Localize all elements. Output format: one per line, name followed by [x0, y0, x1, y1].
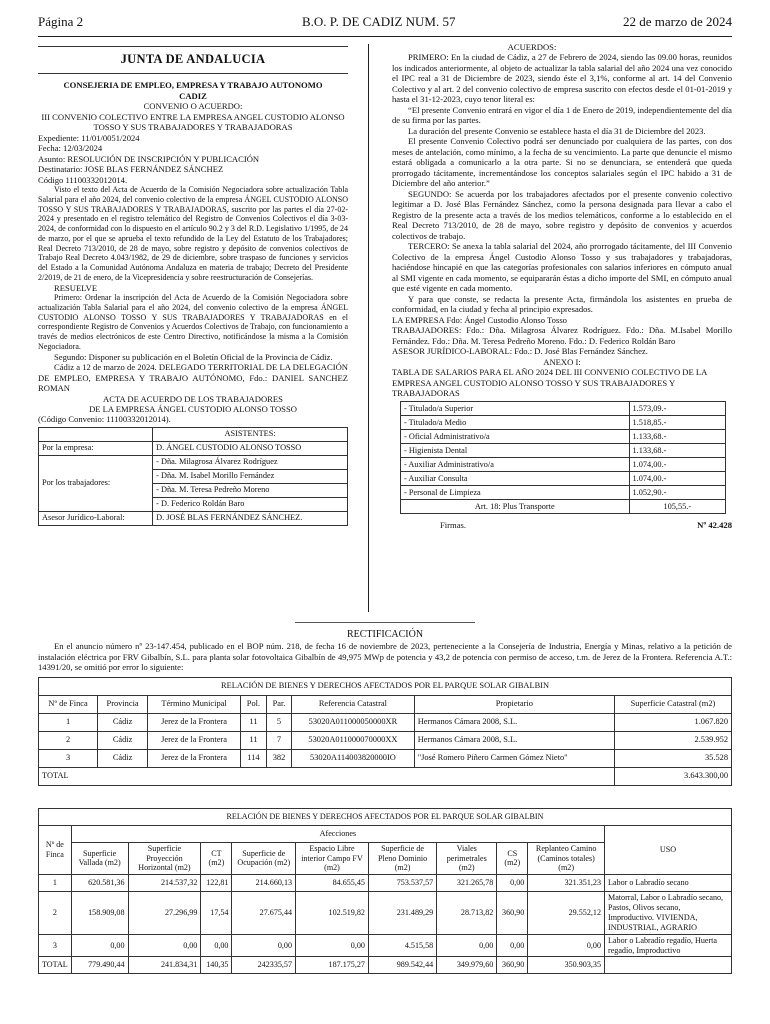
destinatario: Destinatario: JOSE BLAS FERNÁNDEZ SÁNCHEZ — [38, 164, 224, 175]
attendees-table — [38, 427, 348, 526]
separator — [295, 622, 475, 623]
salary-category: - Auxiliar Administrativo/a — [401, 458, 630, 472]
table-cell: 360,90 — [497, 957, 528, 974]
worker: - D. Federico Roldán Baro — [153, 497, 348, 511]
company-rep: D. ÁNGEL CUSTODIO ALONSO TOSSO — [153, 441, 348, 455]
column-header: CT (m2) — [201, 842, 232, 875]
table-cell: 241.834,31 — [128, 957, 201, 974]
conste: Y para que conste, se redacta la presente Acta, firmándola los asistentes en prueba de conformidad, en la ciudad y fecha al principio expresados. — [392, 293, 732, 315]
salary-category: - Oficial Administrativo/a — [401, 430, 630, 444]
table-cell: 27.675,44 — [232, 892, 296, 934]
table-cell: 29.552,12 — [528, 892, 605, 934]
bulletin-title: B.O. P. DE CADIZ NUM. 57 — [302, 14, 456, 29]
salary-table-title: TABLA DE SALARIOS PARA EL AÑO 2024 DEL III CONVENIO COLECTIVO DE LA EMPRESA ANGEL CUSTODIO ALONSO TOSSO Y SUS TRABAJADORES Y TRABAJADORAS — [392, 367, 707, 398]
table-cell: 53020A114003820000IO — [292, 749, 415, 767]
table-cell: 0,00 — [128, 934, 201, 957]
table-cell: 0,00 — [497, 875, 528, 892]
table-cell: Jerez de la Frontera — [148, 731, 241, 749]
column-header: Superficie de Ocupación (m2) — [232, 842, 296, 875]
salary-row — [401, 444, 726, 458]
table-cell: 753.537,57 — [368, 875, 436, 892]
table-cell: 0,00 — [437, 934, 497, 957]
table-row — [39, 749, 732, 767]
table-row — [39, 892, 732, 934]
table-cell: 321.265,78 — [437, 875, 497, 892]
paragraph-primero: Primero: Ordenar la inscripción del Acta de Acuerdo de la Comisión Negociadora sobre actualización Tabla Salarial para el año 2024, del convenio colectivo de la empresa ÁNGEL CUSTODIO ALONSO TOSSO Y SUS TRABAJADORES Y TRABAJADORAS en el correspondiente Registro de Convenios y Acuerdos Colectivos de Trabajo, con funcionamiento a través de medios electrónicos de este Centro Directivo, notificándose la misma a la Comisión Negociadora. — [38, 293, 348, 351]
right-column — [392, 42, 732, 536]
page-number: Página 2 — [38, 14, 84, 29]
salary-value: 105,55.- — [629, 500, 725, 514]
table-cell: 620.581,36 — [71, 875, 128, 892]
column-header: Superficie Catastral (m2) — [614, 695, 731, 713]
salary-category: - Titulado/a Medio — [401, 416, 630, 430]
table-cell: 242335,57 — [232, 957, 296, 974]
table-cell: 3 — [39, 934, 72, 957]
table-cell: 140,35 — [201, 957, 232, 974]
denuncia: El presente Convenio Colectivo podrá ser denunciado por cualquiera de las partes, con dos meses de antelación, como mínimo, a la fecha de su vencimiento. La parte que denuncie el mismo estará obligada a comunicarlo a la otra parte. Si no se denunciara, se entenderá que queda prorrogado tácitamente, incrementándose los conceptos salariales según el IPC habido a 31 de Diciembre del año anterior.” — [392, 136, 732, 189]
table-cell: 0,00 — [71, 934, 128, 957]
column-header: Término Municipal — [148, 695, 241, 713]
column-header: CS (m2) — [497, 842, 528, 875]
table-cell: 114 — [240, 749, 266, 767]
finca-header: Nº de Finca — [39, 825, 72, 875]
salary-row — [401, 402, 726, 416]
table-cell: Matorral, Labor o Labradío secano, Pastos, Olivos secano, Improductivo. VIVIENDA, INDUSTRIAL, AGRARIO — [605, 892, 732, 934]
table-cell: 11 — [240, 713, 266, 731]
table-cell: 187.175,27 — [296, 957, 369, 974]
workers-signature: TRABAJADORES: Fdo.: Dña. Milagrosa Álvarez Rodríguez. Fdo.: Dña. M.Isabel Morillo Fernández. Fdo.: Dña. M. Teresa Pedreño Moreno. Fdo.: D. Federico Roldán Baro — [392, 325, 732, 346]
bulletin-date: 22 de marzo de 2024 — [622, 14, 732, 29]
table-cell: 5 — [266, 713, 291, 731]
salary-row — [401, 500, 726, 514]
table-cell: 2 — [39, 892, 72, 934]
table-cell: 989.542,44 — [368, 957, 436, 974]
salary-category: - Higienista Dental — [401, 444, 630, 458]
properties-table-title: RELACIÓN DE BIENES Y DERECHOS AFECTADOS POR EL PARQUE SOLAR GIBALBIN — [39, 677, 732, 695]
paragraph-visto: Visto el texto del Acta de Acuerdo de la Comisión Negociadora sobre actualización Tabla Salarial para el año 2024, del convenio colectivo de la empresa ÁNGEL CUSTODIO ALONSO TOSSO Y SUS TRABAJADORES Y TRABAJADORAS, suscrito por las partes el día 27-02-2024 y presentado en el registro telemático del Registro de Convenios Colectivos el día 3-03-2024, de conformidad con lo dispuesto en el artículo 90.2 y 3 del R.D. Legislativo 1/1995, de 24 de marzo, por el que se aprueba el texto refundido de la Ley del Estatuto de los Trabajadores; Real Decreto 713/2010, de 28 de mayo, sobre registro y depósito de convenios colectivos de Trabajo Real Decreto 4.043/1982, de 29 de diciembre, sobre traspaso de funciones y servicios del Estado a la Comunidad Autónoma Andaluza en materia de trabajo; Decreto del Presidente 2/2019, de 21 de enero, de la Vicepresidencia y sobre reestructuración de Consejerías. — [38, 185, 348, 282]
column-header: Superficie Vallada (m2) — [71, 842, 128, 875]
table-cell: 53020A011000070000XX — [292, 731, 415, 749]
company-label: Por la empresa: — [39, 441, 153, 455]
table-cell: 779.490,44 — [71, 957, 128, 974]
table-cell: 102.519,82 — [296, 892, 369, 934]
advisor: D. JOSÉ BLAS FERNÁNDEZ SÁNCHEZ. — [153, 511, 348, 525]
attendees-title: ASISTENTES: — [153, 427, 348, 441]
salary-value: 1.573,09.- — [629, 402, 725, 416]
column-header: Nº de Finca — [39, 695, 98, 713]
salary-value: 1.052,90.- — [629, 486, 725, 500]
table-cell: 214.537,32 — [128, 875, 201, 892]
rectification-title: RECTIFICACIÓN — [346, 629, 424, 640]
table-cell — [605, 957, 732, 974]
column-header: Pol. — [240, 695, 266, 713]
column-divider — [368, 44, 369, 612]
salary-table — [400, 401, 726, 514]
workers-label: Por los trabajadores: — [39, 455, 153, 511]
duracion: La duración del presente Convenio se establece hasta el día 31 de Diciembre del 2023. — [408, 125, 706, 136]
paragraph-segundo: Segundo: Disponer su publicación en el Boletín Oficial de la Provincia de Cádiz. — [54, 351, 333, 362]
column-header: Replanteo Camino (Caminos totales) (m2) — [528, 842, 605, 875]
column-header: Superficie Proyección Horizontal (m2) — [128, 842, 201, 875]
table-cell: Cádiz — [98, 749, 148, 767]
table-row — [39, 934, 732, 957]
table-cell: 360,90 — [497, 892, 528, 934]
quote: “El presente Convenio entrará en vigor el día 1 de Enero de 2019, independientemente del día de su firma por las partes. — [392, 104, 732, 126]
acta-subtitle: DE LA EMPRESA ÁNGEL CUSTODIO ALONSO TOSSO — [89, 404, 297, 414]
table-cell: 122,81 — [201, 875, 232, 892]
table-cell: Hermanos Cámara 2008, S.L. — [414, 713, 614, 731]
salary-category: - Personal de Limpieza — [401, 486, 630, 500]
salary-value: 1.074,00.- — [629, 472, 725, 486]
table-cell: TOTAL — [39, 957, 72, 974]
properties-table — [38, 677, 732, 786]
table-cell: 27.296,99 — [128, 892, 201, 934]
worker: - Dña. M. Isabel Morillo Fernández — [153, 469, 348, 483]
table-cell: 0,00 — [528, 934, 605, 957]
table-cell: 382 — [266, 749, 291, 767]
anexo-label: ANEXO I: — [543, 356, 581, 367]
table-cell: 53020A011000050000XR — [292, 713, 415, 731]
table-cell: 17,54 — [201, 892, 232, 934]
table-cell: 3 — [39, 749, 98, 767]
salary-row — [401, 472, 726, 486]
table-cell: 4.515,58 — [368, 934, 436, 957]
paragraph-segundo-right: SEGUNDO: Se acuerda por los trabajadores afectados por el presente convenio colectivo legitimar a D. José Blas Fernández Sánchez, como la persona designada para llevar a cabo el Registro de la presente acta a través de los medios telemáticos, conforme a lo establecido en el Real Decreto 713/2010, de 28 de mayo, sobre registro y depósito de convenios y acuerdos colectivos de trabajo. — [392, 188, 732, 241]
empresa-signature: LA EMPRESA Fdo: Ángel Custodio Alonso Tosso — [392, 314, 567, 325]
worker: - Dña. Milagrosa Álvarez Rodríguez — [153, 455, 348, 469]
advisor-label: Asesor Jurídico-Laboral: — [39, 511, 153, 525]
salary-category: Art. 18: Plus Transporte — [401, 500, 630, 514]
worker: - Dña. M. Teresa Pedreño Moreno — [153, 483, 348, 497]
salary-value: 1.074,00.- — [629, 458, 725, 472]
table-row — [39, 713, 732, 731]
affectations-table-title: RELACIÓN DE BIENES Y DERECHOS AFECTADOS POR EL PARQUE SOLAR GIBALBIN — [39, 808, 732, 825]
table-cell: Hermanos Cámara 2008, S.L. — [414, 731, 614, 749]
table-cell: 0,00 — [232, 934, 296, 957]
table-row — [39, 731, 732, 749]
salary-category: - Auxiliar Consulta — [401, 472, 630, 486]
page-header — [38, 14, 732, 32]
salary-value: 1.133,68.- — [629, 430, 725, 444]
column-header: Par. — [266, 695, 291, 713]
total-value: 3.643.300,00 — [614, 767, 731, 785]
table-cell: 11 — [240, 731, 266, 749]
table-cell: 350.903,35 — [528, 957, 605, 974]
resuelve: RESUELVE — [54, 282, 98, 293]
affectations-table — [38, 808, 732, 975]
acta-title: ACTA DE ACUERDO DE LOS TRABAJADORES — [103, 393, 283, 404]
department: CONSEJERIA DE EMPLEO, EMPRESA Y TRABAJO AUTONOMO — [63, 80, 323, 91]
salary-value: 1.518,85.- — [629, 416, 725, 430]
column-header: Referencia Catastral — [292, 695, 415, 713]
table-cell: 7 — [266, 731, 291, 749]
table-cell: "José Romero Piñero Carmen Gómez Nieto" — [414, 749, 614, 767]
table-cell: Jerez de la Frontera — [148, 749, 241, 767]
paragraph-primero-right: PRIMERO: En la ciudad de Cádiz, a 27 de Febrero de 2024, siendo las 09.00 horas, reunidos los indicados anteriormente, al objeto de actualizar la tabla salarial del año 2024 una vez conocido el IPC real a 31 de Diciembre de 2023, siendo éste el 3,1%, conforme al art. 14 del Convenio Colectivo y al art. 2 del convenio colectivo de empresa suscrito con efectos desde el 01-01-2019 y hasta el 31-12-2023, cuyo tenor literal es: — [392, 52, 732, 105]
salary-row — [401, 430, 726, 444]
paragraph-tercero: TERCERO: Se anexa la tabla salarial del 2024, año prorrogado tácitamente, del III Convenio Colectivo de la empresa Ángel Custodio Alonso Tosso y sus trabajadores y trabajadoras, haciéndose hincapié en que las categorías profesionales con salarios inferiores en cómputo anual al SMI vigente en cada momento, se equipararán éstas a dicho importe del SMI, en cómputo anual que esté vigente en cada momento. — [392, 241, 732, 294]
table-cell: 0,00 — [497, 934, 528, 957]
table-cell: 2.539.952 — [614, 731, 731, 749]
table-cell: 35.528 — [614, 749, 731, 767]
column-header: Espacio Libre interior Campo FV (m2) — [296, 842, 369, 875]
afecciones-header: Afecciones — [71, 825, 604, 842]
salary-value: 1.133,68.- — [629, 444, 725, 458]
table-cell: 214.660,13 — [232, 875, 296, 892]
section-title: JUNTA DE ANDALUCIA — [120, 52, 266, 66]
table-cell: 1.067.820 — [614, 713, 731, 731]
section-rule — [38, 73, 348, 74]
salary-category: - Titulado/a Superior — [401, 402, 630, 416]
asunto: Asunto: RESOLUCIÓN DE INSCRIPCIÓN Y PUBLICACIÓN — [38, 153, 260, 164]
table-cell: 84.655,45 — [296, 875, 369, 892]
department-city: CADIZ — [179, 90, 207, 101]
total-row — [39, 957, 732, 974]
table-cell: Jerez de la Frontera — [148, 713, 241, 731]
table-cell: 2 — [39, 731, 98, 749]
table-cell: 0,00 — [296, 934, 369, 957]
column-header: Viales perimetrales (m2) — [437, 842, 497, 875]
table-cell: Labor o Labradío secano — [605, 875, 732, 892]
salary-row — [401, 416, 726, 430]
salary-row — [401, 458, 726, 472]
table-cell: 231.489,29 — [368, 892, 436, 934]
table-cell: Cádiz — [98, 713, 148, 731]
table-cell: 349.979,60 — [437, 957, 497, 974]
left-column — [38, 42, 348, 526]
table-cell: Cádiz — [98, 731, 148, 749]
table-cell: 28.713,82 — [437, 892, 497, 934]
convenio-label: CONVENIO O ACUERDO: — [143, 101, 243, 112]
codigo: Código 11100332012014. — [38, 174, 128, 185]
announcement-number: Nº 42.428 — [697, 520, 732, 531]
rectification-section — [38, 622, 732, 974]
acta-code: (Código Convenio: 11100332012014). — [38, 414, 171, 425]
salary-row — [401, 486, 726, 500]
table-cell: 1 — [39, 713, 98, 731]
convenio-title: III CONVENIO COLECTIVO ENTRE LA EMPRESA ANGEL CUSTODIO ALONSO TOSSO Y SUS TRABAJADORES Y TRABAJADORAS — [41, 111, 345, 133]
section-rule — [38, 46, 348, 47]
expediente: Expediente: 11/01/0051/2024 — [38, 132, 140, 143]
table-cell: 158.909,08 — [71, 892, 128, 934]
total-label: TOTAL — [39, 767, 615, 785]
table-cell: Labor o Labradío regadío, Huerta regadío, Improductivo — [605, 934, 732, 957]
table-row — [39, 875, 732, 892]
header-rule — [38, 36, 732, 37]
paragraph-cadiz: Cádiz a 12 de marzo de 2024. DELEGADO TERRITORIAL DE LA DELEGACIÓN DE EMPLEO, EMPRESA Y TRABAJO AUTÓNOMO, Fdo.: DANIEL SANCHEZ ROMAN — [38, 362, 348, 394]
rectification-text: En el anuncio número nº 23-147.454, publicado en el BOP núm. 218, de fecha 16 de noviembre de 2023, perteneciente a la Consejería de Industria, Energía y Minas, relativo a la petición de instalación eléctrica por FRV Gibalbín, S.L. para planta solar fotovoltaica Gibalbín de 49,975 MWp de potencia y 43,2 de potencia con permiso de acceso, t.m. de Jerez de la Frontera. Referencia A.T.: 14391/20, se omitió por error lo siguiente: — [38, 641, 732, 673]
acuerdos-label: ACUERDOS: — [507, 42, 557, 52]
table-cell: 1 — [39, 875, 72, 892]
uso-header: USO — [605, 825, 732, 875]
column-header: Provincia — [98, 695, 148, 713]
advisor-signature: ASESOR JURÍDICO-LABORAL: Fdo.: D. José Blas Fernández Sánchez. — [392, 346, 648, 357]
fecha: Fecha: 12/03/2024 — [38, 143, 103, 154]
column-header: Propietario — [414, 695, 614, 713]
firmas: Firmas. — [440, 520, 467, 531]
column-header: Superficie de Pleno Dominio (m2) — [368, 842, 436, 875]
table-cell: 321.351,23 — [528, 875, 605, 892]
table-cell: 0,00 — [201, 934, 232, 957]
